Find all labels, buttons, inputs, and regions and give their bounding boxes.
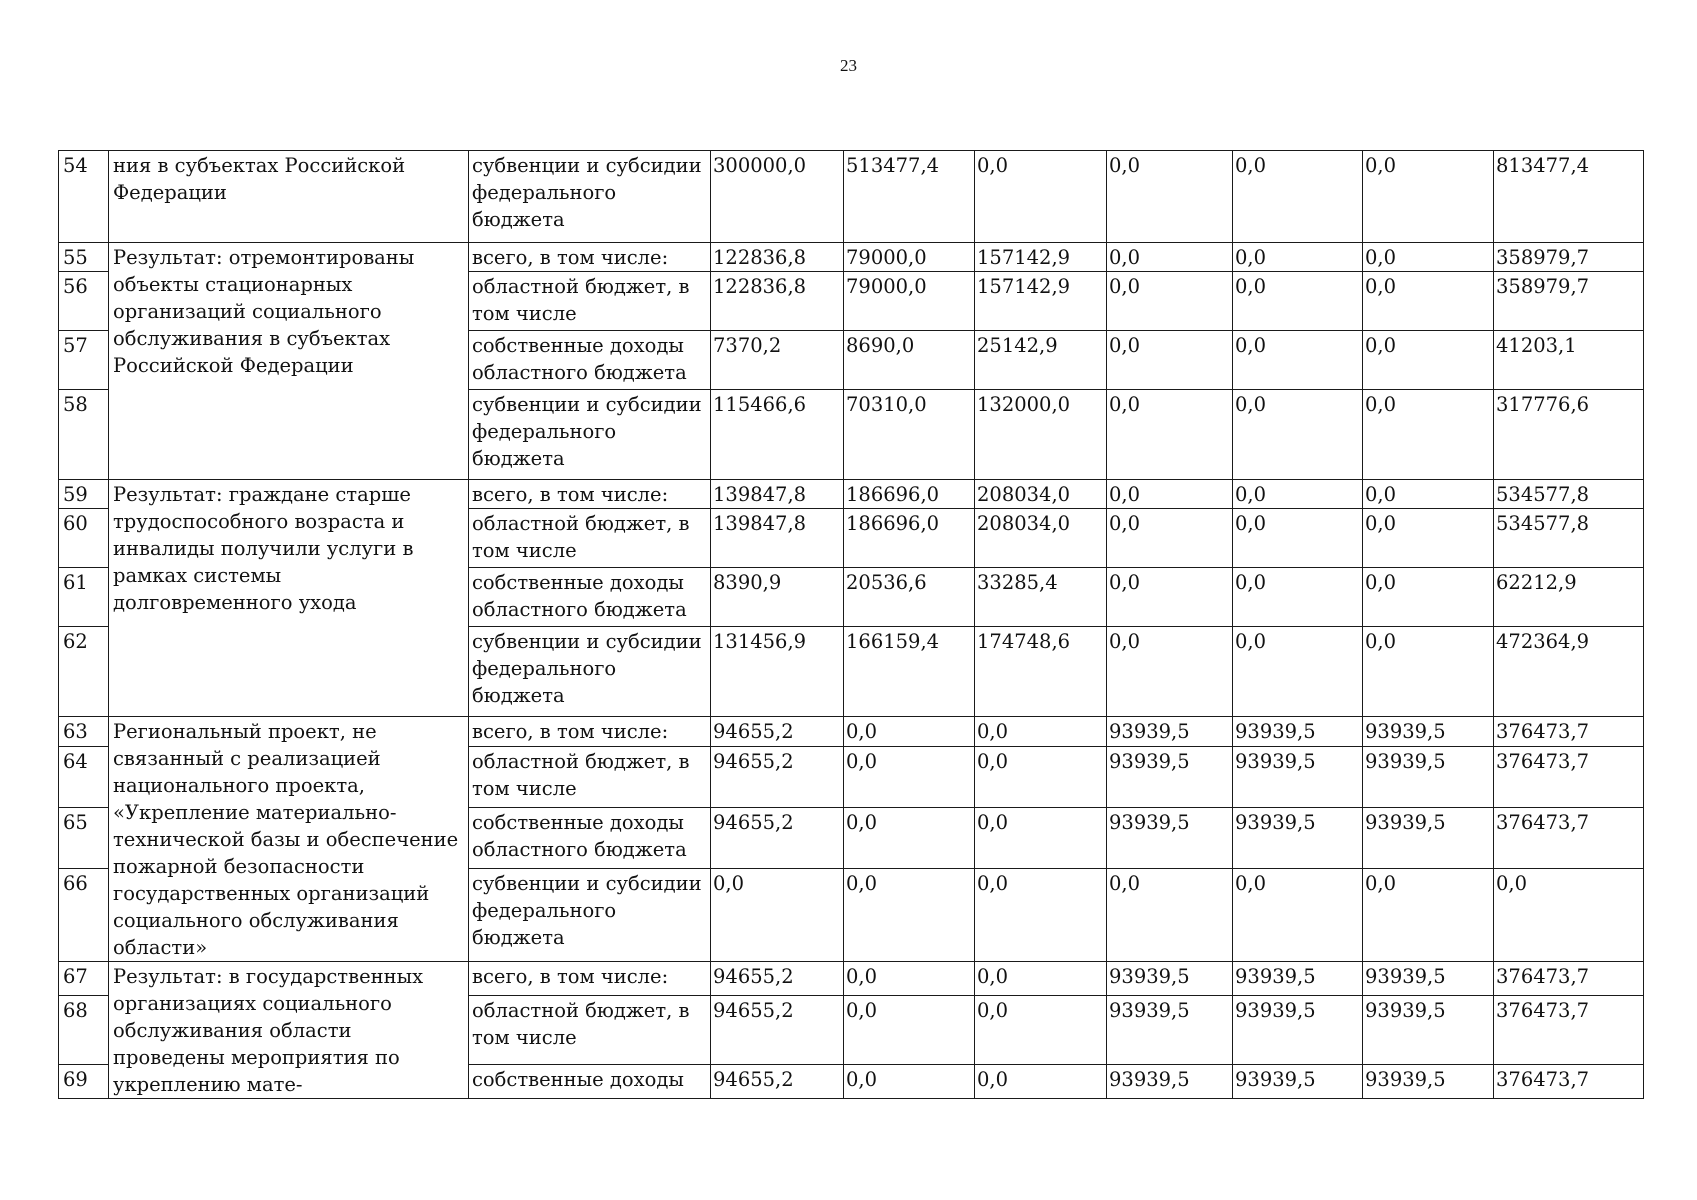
total-cell: 813477,4: [1494, 151, 1644, 243]
amount-cell: 0,0: [1107, 272, 1233, 331]
amount-cell: 93939,5: [1363, 962, 1494, 996]
funding-source: областной бюджет, в том числе: [469, 272, 711, 331]
amount-cell: 132000,0: [975, 390, 1107, 480]
funding-source: субвенции и субсидии федерального бюджета: [469, 627, 711, 717]
amount-cell: 0,0: [1363, 331, 1494, 390]
amount-cell: 0,0: [975, 868, 1107, 961]
amount-cell: 0,0: [1363, 627, 1494, 717]
amount-cell: 122836,8: [711, 243, 844, 272]
amount-cell: 208034,0: [975, 509, 1107, 568]
row-number: 55: [59, 243, 109, 272]
amount-cell: 131456,9: [711, 627, 844, 717]
amount-cell: 94655,2: [711, 1065, 844, 1099]
total-cell: 62212,9: [1494, 568, 1644, 627]
amount-cell: 0,0: [975, 717, 1107, 747]
funding-source: всего, в том числе:: [469, 480, 711, 509]
amount-cell: 0,0: [1363, 568, 1494, 627]
row-number: 62: [59, 627, 109, 717]
amount-cell: 0,0: [1233, 272, 1363, 331]
funding-source: собственные доходы областного бюджета: [469, 331, 711, 390]
amount-cell: 0,0: [1107, 390, 1233, 480]
amount-cell: 79000,0: [844, 243, 975, 272]
amount-cell: 94655,2: [711, 995, 844, 1064]
amount-cell: 0,0: [844, 962, 975, 996]
group-description: Результат: в государственных организациях социального обслуживания области проведены мероприятия по укреплению мате-: [109, 962, 469, 1099]
amount-cell: 122836,8: [711, 272, 844, 331]
amount-cell: 93939,5: [1233, 995, 1363, 1064]
amount-cell: 186696,0: [844, 509, 975, 568]
amount-cell: 0,0: [1107, 480, 1233, 509]
amount-cell: 8390,9: [711, 568, 844, 627]
amount-cell: 0,0: [1233, 568, 1363, 627]
amount-cell: 0,0: [975, 807, 1107, 868]
amount-cell: 0,0: [1233, 480, 1363, 509]
page-number: 23: [840, 56, 857, 75]
amount-cell: 0,0: [1107, 627, 1233, 717]
amount-cell: 93939,5: [1363, 746, 1494, 807]
budget-table: [58, 150, 1644, 1099]
amount-cell: 0,0: [1363, 151, 1494, 243]
amount-cell: 300000,0: [711, 151, 844, 243]
row-number: 69: [59, 1065, 109, 1099]
total-cell: 41203,1: [1494, 331, 1644, 390]
amount-cell: 93939,5: [1363, 807, 1494, 868]
amount-cell: 93939,5: [1363, 1065, 1494, 1099]
amount-cell: 93939,5: [1107, 1065, 1233, 1099]
amount-cell: 139847,8: [711, 480, 844, 509]
amount-cell: 0,0: [844, 717, 975, 747]
row-number: 59: [59, 480, 109, 509]
amount-cell: 94655,2: [711, 962, 844, 996]
funding-source: субвенции и субсидии федерального бюджета: [469, 151, 711, 243]
table-row: [59, 717, 1644, 747]
row-number: 57: [59, 331, 109, 390]
funding-source: собственные доходы: [469, 1065, 711, 1099]
table-row: [59, 151, 1644, 243]
amount-cell: 0,0: [844, 995, 975, 1064]
amount-cell: 0,0: [1107, 151, 1233, 243]
amount-cell: 0,0: [1363, 272, 1494, 331]
amount-cell: 8690,0: [844, 331, 975, 390]
amount-cell: 166159,4: [844, 627, 975, 717]
amount-cell: 94655,2: [711, 807, 844, 868]
amount-cell: 0,0: [1107, 331, 1233, 390]
amount-cell: 94655,2: [711, 746, 844, 807]
funding-source: всего, в том числе:: [469, 962, 711, 996]
amount-cell: 20536,6: [844, 568, 975, 627]
row-number: 66: [59, 868, 109, 961]
row-number: 68: [59, 995, 109, 1064]
amount-cell: 0,0: [711, 868, 844, 961]
amount-cell: 93939,5: [1233, 746, 1363, 807]
amount-cell: 0,0: [975, 151, 1107, 243]
table-body: [59, 151, 1644, 1099]
total-cell: 0,0: [1494, 868, 1644, 961]
amount-cell: 157142,9: [975, 243, 1107, 272]
group-description: ния в субъектах Российской Федерации: [109, 151, 469, 243]
amount-cell: 0,0: [1233, 868, 1363, 961]
funding-source: областной бюджет, в том числе: [469, 995, 711, 1064]
total-cell: 534577,8: [1494, 480, 1644, 509]
amount-cell: 25142,9: [975, 331, 1107, 390]
row-number: 65: [59, 807, 109, 868]
total-cell: 376473,7: [1494, 995, 1644, 1064]
table-row: [59, 480, 1644, 509]
amount-cell: 0,0: [975, 995, 1107, 1064]
amount-cell: 0,0: [844, 868, 975, 961]
row-number: 60: [59, 509, 109, 568]
amount-cell: 93939,5: [1107, 962, 1233, 996]
total-cell: 376473,7: [1494, 962, 1644, 996]
amount-cell: 93939,5: [1233, 807, 1363, 868]
amount-cell: 93939,5: [1233, 717, 1363, 747]
amount-cell: 0,0: [1233, 151, 1363, 243]
row-number: 58: [59, 390, 109, 480]
total-cell: 472364,9: [1494, 627, 1644, 717]
amount-cell: 33285,4: [975, 568, 1107, 627]
amount-cell: 93939,5: [1233, 962, 1363, 996]
amount-cell: 93939,5: [1107, 807, 1233, 868]
amount-cell: 208034,0: [975, 480, 1107, 509]
amount-cell: 79000,0: [844, 272, 975, 331]
row-number: 67: [59, 962, 109, 996]
amount-cell: 0,0: [1363, 243, 1494, 272]
funding-source: областной бюджет, в том числе: [469, 509, 711, 568]
row-number: 56: [59, 272, 109, 331]
amount-cell: 0,0: [975, 746, 1107, 807]
total-cell: 376473,7: [1494, 807, 1644, 868]
row-number: 61: [59, 568, 109, 627]
total-cell: 376473,7: [1494, 746, 1644, 807]
table-row: [59, 962, 1644, 996]
row-number: 64: [59, 746, 109, 807]
amount-cell: 0,0: [1107, 243, 1233, 272]
funding-source: всего, в том числе:: [469, 243, 711, 272]
amount-cell: 115466,6: [711, 390, 844, 480]
amount-cell: 0,0: [1107, 509, 1233, 568]
amount-cell: 0,0: [1233, 331, 1363, 390]
amount-cell: 186696,0: [844, 480, 975, 509]
amount-cell: 0,0: [1233, 390, 1363, 480]
amount-cell: 0,0: [844, 807, 975, 868]
total-cell: 376473,7: [1494, 1065, 1644, 1099]
amount-cell: 0,0: [1233, 509, 1363, 568]
total-cell: 317776,6: [1494, 390, 1644, 480]
amount-cell: 0,0: [1107, 868, 1233, 961]
amount-cell: 513477,4: [844, 151, 975, 243]
group-description: Результат: отремонтированы объекты стационарных организаций социального обслуживания в субъектах Российской Федерации: [109, 243, 469, 480]
funding-source: областной бюджет, в том числе: [469, 746, 711, 807]
amount-cell: 0,0: [1363, 480, 1494, 509]
amount-cell: 93939,5: [1107, 717, 1233, 747]
amount-cell: 7370,2: [711, 331, 844, 390]
total-cell: 376473,7: [1494, 717, 1644, 747]
row-number: 63: [59, 717, 109, 747]
amount-cell: 93939,5: [1363, 995, 1494, 1064]
amount-cell: 0,0: [975, 1065, 1107, 1099]
amount-cell: 174748,6: [975, 627, 1107, 717]
total-cell: 358979,7: [1494, 243, 1644, 272]
funding-source: субвенции и субсидии федерального бюджета: [469, 868, 711, 961]
amount-cell: 70310,0: [844, 390, 975, 480]
total-cell: 358979,7: [1494, 272, 1644, 331]
amount-cell: 0,0: [844, 1065, 975, 1099]
amount-cell: 0,0: [1233, 627, 1363, 717]
group-description: Региональный проект, не связанный с реализацией национального проекта, «Укрепление материально-технической базы и обеспечение пожарной безопасности государственных организаций социального обслуживания области»: [109, 717, 469, 962]
amount-cell: 0,0: [1233, 243, 1363, 272]
row-number: 54: [59, 151, 109, 243]
amount-cell: 0,0: [844, 746, 975, 807]
amount-cell: 157142,9: [975, 272, 1107, 331]
amount-cell: 93939,5: [1107, 995, 1233, 1064]
amount-cell: 93939,5: [1233, 1065, 1363, 1099]
amount-cell: 94655,2: [711, 717, 844, 747]
amount-cell: 0,0: [1363, 509, 1494, 568]
amount-cell: 93939,5: [1363, 717, 1494, 747]
funding-source: собственные доходы областного бюджета: [469, 807, 711, 868]
funding-source: собственные доходы областного бюджета: [469, 568, 711, 627]
amount-cell: 0,0: [1363, 868, 1494, 961]
total-cell: 534577,8: [1494, 509, 1644, 568]
group-description: Результат: граждане старше трудоспособного возраста и инвалиды получили услуги в рамках системы долговременного ухода: [109, 480, 469, 717]
amount-cell: 139847,8: [711, 509, 844, 568]
amount-cell: 93939,5: [1107, 746, 1233, 807]
table-row: [59, 243, 1644, 272]
funding-source: всего, в том числе:: [469, 717, 711, 747]
amount-cell: 0,0: [1107, 568, 1233, 627]
amount-cell: 0,0: [1363, 390, 1494, 480]
amount-cell: 0,0: [975, 962, 1107, 996]
funding-source: субвенции и субсидии федерального бюджета: [469, 390, 711, 480]
